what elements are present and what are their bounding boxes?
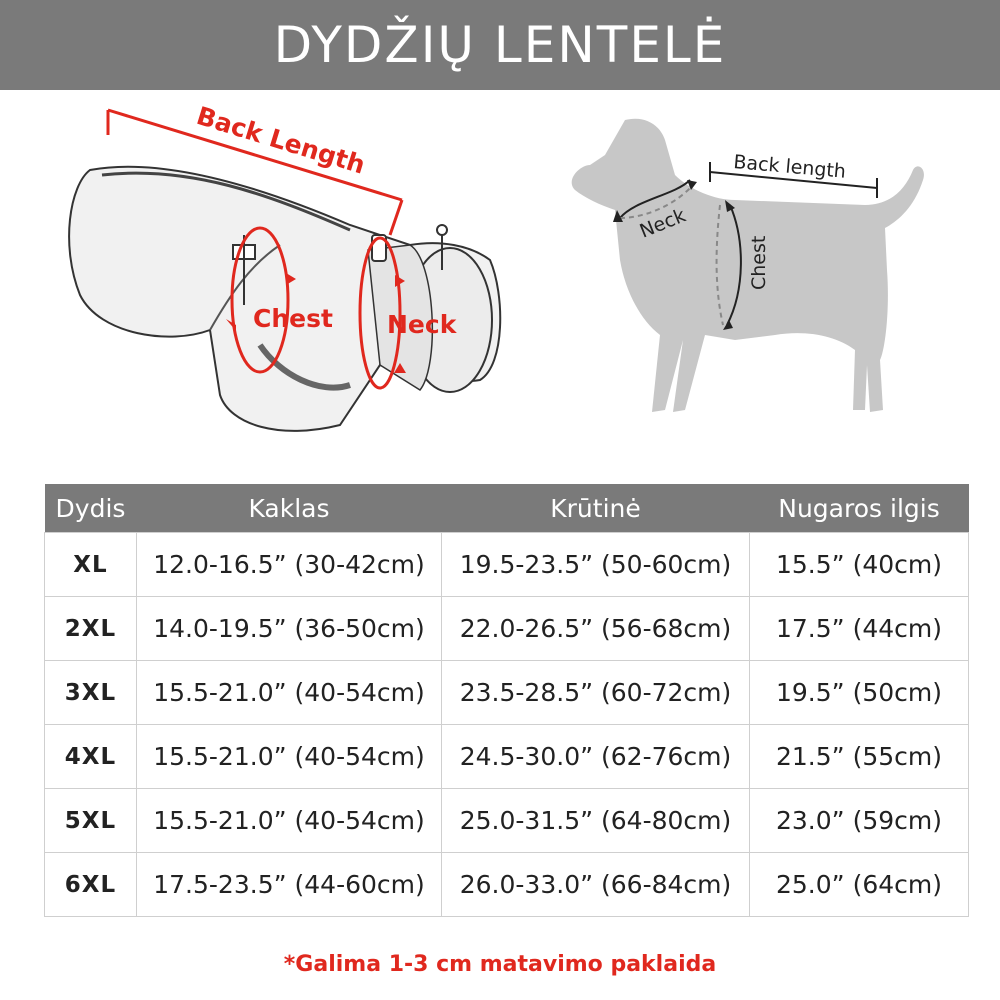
table-row — [45, 725, 969, 789]
col-header-back-length: Nugaros ilgis — [750, 484, 969, 533]
size-cell: 2XL — [45, 597, 137, 661]
size-cell: 3XL — [45, 661, 137, 725]
coat-diagram — [50, 95, 510, 460]
dog-back-length-label: Back length — [732, 151, 847, 183]
back-length-label: Back Length — [193, 101, 369, 180]
header-bar — [0, 0, 1000, 90]
table-row — [45, 661, 969, 725]
page-title: DYDŽIŲ LENTELĖ — [273, 16, 727, 74]
back-length-cell: 25.0” (64cm) — [750, 853, 969, 917]
neck-cell: 15.5-21.0” (40-54cm) — [137, 661, 442, 725]
measurement-tolerance-note: *Galima 1-3 cm matavimo paklaida — [283, 952, 717, 977]
size-table — [44, 484, 969, 917]
table-row — [45, 853, 969, 917]
table-header-row — [45, 484, 969, 533]
size-cell: 5XL — [45, 789, 137, 853]
back-length-cell: 19.5” (50cm) — [750, 661, 969, 725]
col-header-size: Dydis — [45, 484, 137, 533]
chest-cell: 26.0-33.0” (66-84cm) — [442, 853, 750, 917]
neck-cell: 12.0-16.5” (30-42cm) — [137, 533, 442, 597]
neck-cell: 14.0-19.5” (36-50cm) — [137, 597, 442, 661]
chest-cell: 19.5-23.5” (50-60cm) — [442, 533, 750, 597]
table-row — [45, 597, 969, 661]
size-cell: XL — [45, 533, 137, 597]
chest-cell: 24.5-30.0” (62-76cm) — [442, 725, 750, 789]
size-cell: 4XL — [45, 725, 137, 789]
chest-cell: 22.0-26.5” (56-68cm) — [442, 597, 750, 661]
back-length-cell: 23.0” (59cm) — [750, 789, 969, 853]
back-length-cell: 21.5” (55cm) — [750, 725, 969, 789]
col-header-chest: Krūtinė — [442, 484, 750, 533]
back-length-cell: 17.5” (44cm) — [750, 597, 969, 661]
neck-label: Neck — [387, 310, 457, 339]
neck-cell: 17.5-23.5” (44-60cm) — [137, 853, 442, 917]
chest-cell: 23.5-28.5” (60-72cm) — [442, 661, 750, 725]
dog-diagram — [565, 110, 955, 450]
col-header-neck: Kaklas — [137, 484, 442, 533]
dog-chest-label: Chest — [748, 235, 770, 290]
neck-cell: 15.5-21.0” (40-54cm) — [137, 725, 442, 789]
table-row — [45, 789, 969, 853]
chest-cell: 25.0-31.5” (64-80cm) — [442, 789, 750, 853]
neck-cell: 15.5-21.0” (40-54cm) — [137, 789, 442, 853]
chest-label: Chest — [253, 304, 333, 333]
size-cell: 6XL — [45, 853, 137, 917]
dog-neck-label: Neck — [636, 204, 689, 243]
table-row — [45, 533, 969, 597]
back-length-cell: 15.5” (40cm) — [750, 533, 969, 597]
